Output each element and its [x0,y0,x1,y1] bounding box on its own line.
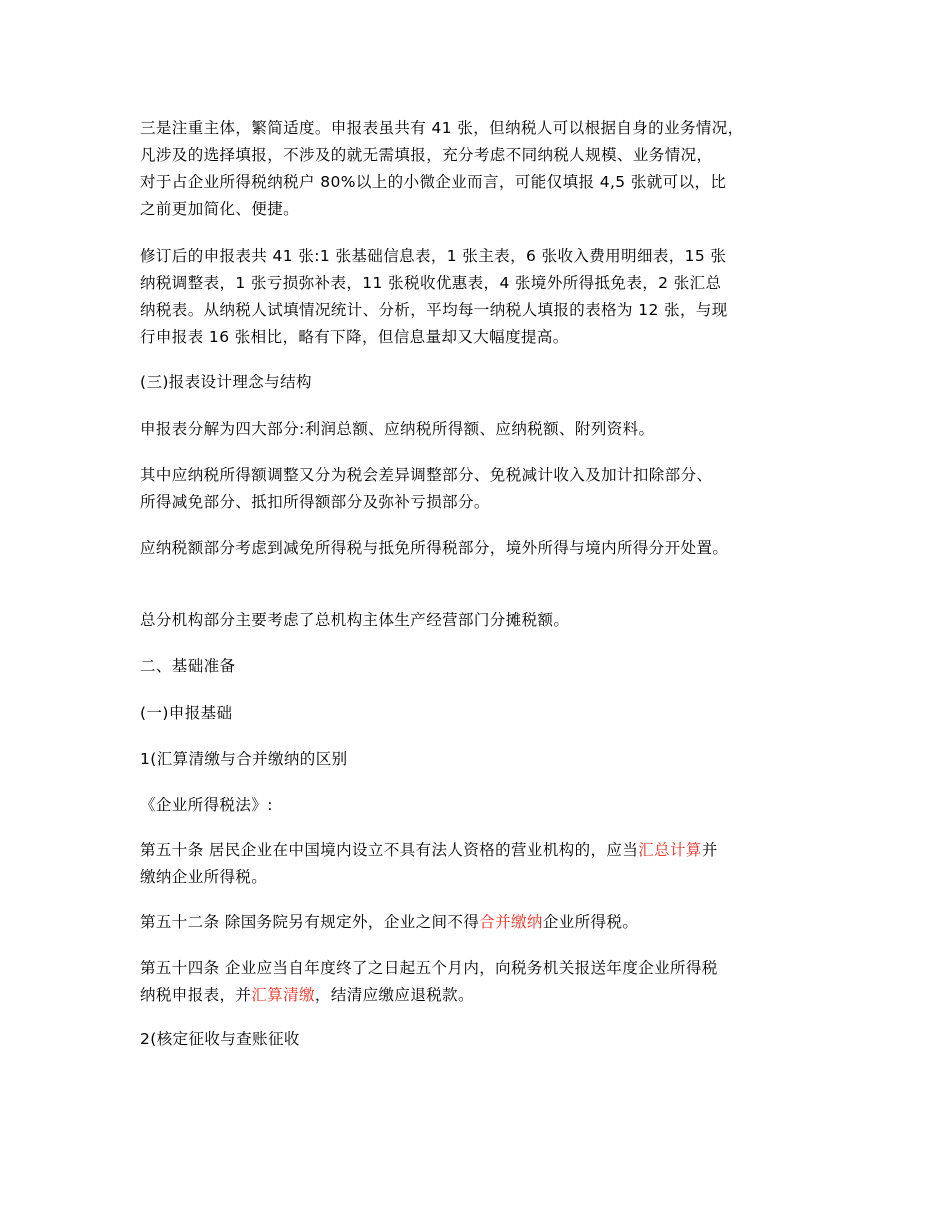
text-line: 纳税表。从纳税人试填情况统计、分析，平均每一纳税人填报的表格为 12 张，与现 [140,301,728,319]
text-line: 之前更加简化、便捷。 [140,200,300,218]
highlight-text: 合并缴纳 [479,913,543,931]
item-heading-2: 2(核定征收与查账征收 [140,1030,300,1048]
law-title: 《企业所得税法》: [140,796,273,814]
article-54: 第五十四条 企业应当自年度终了之日起五个月内，向税务机关报送年度企业所得税 纳税申报表，并汇算清缴，结清应缴应退税款。 [140,959,718,1004]
text-line: 三是注重主体，繁简适度。申报表虽共有 41 张，但纳税人可以根据自身的业务情况， [140,119,744,137]
article-52: 第五十二条 除国务院另有规定外，企业之间不得合并缴纳企业所得税。 [140,913,639,931]
text-line: 所得减免部分、抵扣所得额部分及弥补亏损部分。 [140,493,490,511]
section-heading-basis: (一)申报基础 [140,704,233,722]
section-heading-design: (三)报表设计理念与结构 [140,373,312,391]
highlight-text: 汇总计算 [638,841,702,859]
text-line: 凡涉及的选择填报，不涉及的就无需填报，充分考虑不同纳税人规模、业务情况， [140,146,713,164]
text-line: 对于占企业所得税纳税户 80%以上的小微企业而言，可能仅填报 4,5 张就可以，比 [140,173,727,191]
paragraph-tax-amount: 应纳税额部分考虑到减免所得税与抵免所得税部分，境外所得与境内所得分开处置。 [140,539,729,557]
item-heading-1: 1(汇算清缴与合并缴纳的区别 [140,750,348,768]
paragraph-adjustment [140,462,830,516]
paragraph-table-count [140,243,830,351]
paragraph-four-parts: 申报表分解为四大部分:利润总额、应纳税所得额、应纳税额、附列资料。 [140,420,655,438]
highlight-text: 汇算清缴 [251,986,315,1004]
paragraph-simplicity [140,115,830,223]
article-50: 第五十条 居民企业在中国境内设立不具有法人资格的营业机构的，应当汇总计算并 缴纳企业所得税。 [140,841,718,886]
text-line: 修订后的申报表共 41 张:1 张基础信息表，1 张主表，6 张收入费用明细表，15 张 [140,247,727,265]
paragraph-head-office: 总分机构部分主要考虑了总机构主体生产经营部门分摊税额。 [140,611,570,629]
text-line: 纳税调整表，1 张亏损弥补表，11 张税收优惠表，4 张境外所得抵免表，2 张汇总 [140,274,722,292]
text-line: 其中应纳税所得额调整又分为税会差异调整部分、免税减计收入及加计扣除部分、 [140,466,713,484]
section-heading-preparation: 二、基础准备 [140,657,236,675]
text-line: 行申报表 16 张相比，略有下降，但信息量却又大幅度提高。 [140,328,569,346]
